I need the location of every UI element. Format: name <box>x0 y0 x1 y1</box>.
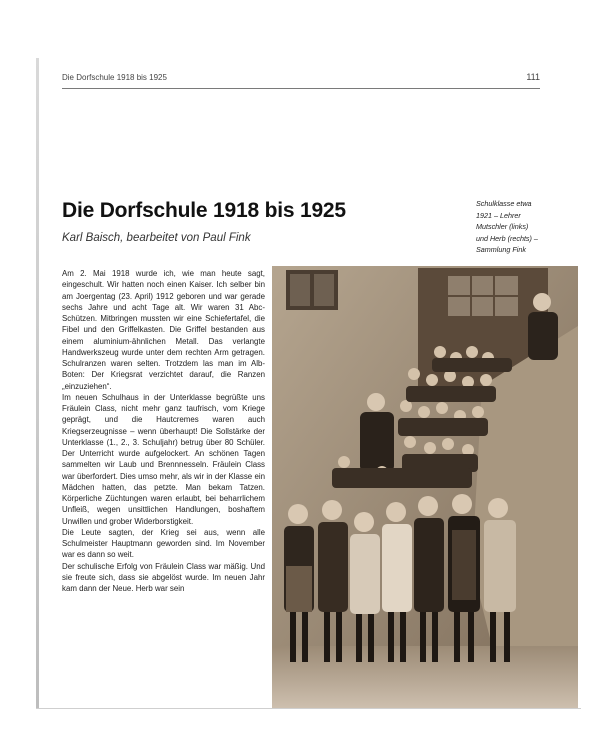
page-bottom-edge <box>36 708 581 709</box>
paragraph: Am 2. Mai 1918 wurde ich, wie man heute sagt, eingeschult. Wir hatten noch einen Kaiser. Ich selber bin am Joergentag (23. April) 1912 geboren und war gerade sechs Jahre und acht Tage alt. Wir waren 31 Abc-Schützen. Mitbringen mussten wir eine Schiefertafel, die Fibel und den Griffelkasten. Die Griffel bestanden aus einem aluminium-ähnlichen Metall. Das verlangte Handwerkszeug wurde unter dem rechten Arm getragen. Schulranzen waren selten. Trotzdem las man im Alb-Boten: Der Kriegsrat verzichtet darauf, die Ranzen „einzuziehen“. <box>62 269 265 391</box>
caption-line: Mutschler (links) <box>476 222 529 232</box>
caption-line: Sammlung Fink <box>476 245 526 255</box>
photo-caption <box>476 198 578 256</box>
running-head-title: Die Dorfschule 1918 bis 1925 <box>62 73 167 82</box>
article-body <box>62 268 265 594</box>
scan-edge <box>36 58 39 708</box>
running-head <box>62 72 540 86</box>
caption-line: und Herb (rechts) – <box>476 233 538 243</box>
caption-line: 1921 – Lehrer <box>476 210 521 220</box>
article-title: Die Dorfschule 1918 bis 1925 <box>62 199 346 222</box>
page-number: 111 <box>526 72 540 82</box>
header-rule <box>62 88 540 89</box>
paragraph: Der schulische Erfolg von Fräulein Class war mäßig. Und sie freute sich, dass sie abgelöst wurde. Im neuen Jahr kam dann der Neue. Herb war sein <box>62 561 265 593</box>
class-photo-illustration <box>272 266 578 708</box>
paragraph: Im neuen Schulhaus in der Unterklasse begrüßte uns Fräulein Class, nicht mehr ganz taufrisch, vom Kriege geprägt, und die Hautcremes waren auch Kriegserzeugnisse – wenn überhaupt! Die Sollstärke der Unterklasse (1., 2., 3. Schuljahr) betrug über 80 Schüler. Der Unterricht wurde aufgelockert. An schönen Tagen sammelten wir Laub und Brennnesseln. Fräulein Class war überfordert. Dies umso mehr, als wir in der Klasse ein Mädchen hatten, das petzte. Man bekam Tatzen. Körperliche Züchtungen waren erlaubt, bei beharrlichem Unfleiß, wegen unsittlichen Handlungen, boshaftem Unwillen und grober Widerborstigkeit. <box>62 392 265 526</box>
article-byline: Karl Baisch, bearbeitet von Paul Fink <box>62 232 251 244</box>
class-photo <box>272 266 578 708</box>
paragraph: Die Leute sagten, der Krieg sei aus, wenn alle Schulmeister Hauptmann geworden sind. Im November war es dann so weit. <box>62 527 265 560</box>
caption-line: Schulklasse etwa <box>476 199 532 208</box>
